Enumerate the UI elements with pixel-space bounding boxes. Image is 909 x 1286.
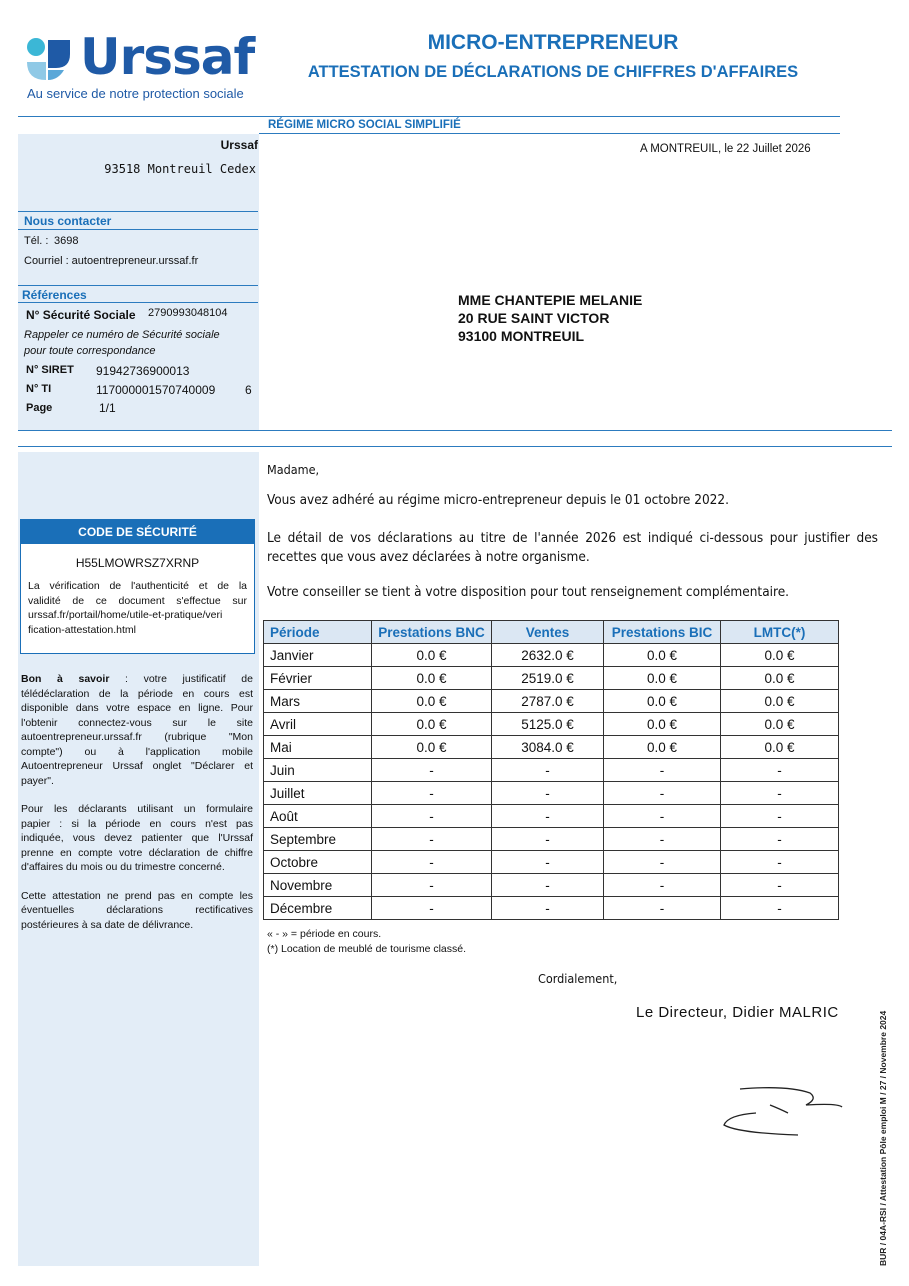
table-note-2: (*) Location de meublé de tourisme classé. <box>267 943 467 955</box>
bon-a-savoir-p3-l1: Cette attestation ne prend pas en compte les <box>21 889 253 902</box>
table-cell-value: - <box>604 851 721 874</box>
table-cell-value: - <box>372 805 492 828</box>
salutation: Madame, <box>267 462 320 477</box>
table-cell-period: Avril <box>264 713 372 736</box>
contact-heading: Nous contacter <box>24 214 112 228</box>
closing: Cordialement, <box>538 971 618 986</box>
security-text-line-1: La vérification de l'authenticité et de la <box>28 580 247 592</box>
security-code-heading: CODE DE SÉCURITÉ <box>21 520 254 544</box>
recipient-line-3: 93100 MONTREUIL <box>458 328 585 344</box>
table-cell-value: 0.0 € <box>372 644 492 667</box>
regime-label: RÉGIME MICRO SOCIAL SIMPLIFIÉ <box>268 119 461 131</box>
logo-tagline: Au service de notre protection sociale <box>27 86 244 101</box>
sender-name: Urssaf <box>220 138 258 152</box>
siret-value: 91942736900013 <box>96 364 190 378</box>
table-row <box>264 828 839 851</box>
bon-a-savoir-l1: : votre justificatif de <box>109 673 253 685</box>
bon-a-savoir-l7: Autoentrepreneur Urssaf onglet "Déclarer et <box>21 760 253 772</box>
table-cell-value: 0.0 € <box>604 736 721 759</box>
table-cell-value: - <box>721 897 839 920</box>
bon-a-savoir <box>21 672 253 932</box>
table-cell-period: Novembre <box>264 874 372 897</box>
table-cell-value: - <box>372 782 492 805</box>
table-cell-value: - <box>721 874 839 897</box>
col-prestations-bic: Prestations BIC <box>604 621 721 644</box>
section-divider-1 <box>18 430 892 431</box>
ssn-label: N° Sécurité Sociale <box>26 308 136 322</box>
table-cell-value: 0.0 € <box>721 644 839 667</box>
security-text-line-2: validité de ce document s'effectue sur <box>28 594 247 607</box>
table-row <box>264 759 839 782</box>
table-cell-period: Juin <box>264 759 372 782</box>
security-code-box <box>20 519 255 654</box>
contact-email: Courriel : autoentrepreneur.urssaf.fr <box>24 255 199 267</box>
bon-a-savoir-p3-l2: éventuelles déclarations rectificatives <box>21 904 253 916</box>
table-cell-value: - <box>372 851 492 874</box>
table-cell-value: - <box>372 759 492 782</box>
table-cell-period: Décembre <box>264 897 372 920</box>
tel-label: Tél. : <box>24 235 49 247</box>
security-code-value: H55LMOWRSZ7XRNP <box>75 556 200 570</box>
security-text-line-3: urssaf.fr/portail/home/utile-et-pratique/veri <box>28 609 223 621</box>
table-row <box>264 851 839 874</box>
table-cell-value: - <box>721 805 839 828</box>
table-cell-value: 2787.0 € <box>492 690 604 713</box>
table-cell-value: 0.0 € <box>604 667 721 690</box>
table-cell-value: 0.0 € <box>721 713 839 736</box>
table-cell-period: Juillet <box>264 782 372 805</box>
table-row <box>264 713 839 736</box>
table-cell-value: 2519.0 € <box>492 667 604 690</box>
table-row <box>264 897 839 920</box>
table-cell-value: - <box>604 759 721 782</box>
bon-a-savoir-l2: télédéclaration de la période en cours est <box>21 687 253 700</box>
bon-a-savoir-lead: Bon à savoir <box>21 673 110 685</box>
table-cell-value: 0.0 € <box>721 736 839 759</box>
table-note-1: « - » = période en cours. <box>267 928 382 940</box>
sender-address: 93518 Montreuil Cedex <box>104 162 256 176</box>
table-cell-value: - <box>492 874 604 897</box>
table-cell-period: Août <box>264 805 372 828</box>
table-cell-value: 5125.0 € <box>492 713 604 736</box>
table-row <box>264 644 839 667</box>
table-cell-period: Octobre <box>264 851 372 874</box>
table-cell-value: - <box>492 782 604 805</box>
side-reference: BUR / 04A-RSI / Attestation Pôle emploi M / 27 / Novembre 2024 <box>878 1010 888 1266</box>
declarations-table <box>263 620 839 920</box>
recipient-address <box>458 291 642 345</box>
letter-paragraph-2-line-1: Le détail de vos déclarations au titre de l'année 2026 est indiqué ci-dessous pour justifier des <box>267 530 878 546</box>
bon-a-savoir-l8: payer". <box>21 774 54 787</box>
col-lmtc: LMTC(*) <box>721 621 839 644</box>
security-text-line-4: fication-attestation.html <box>28 623 136 636</box>
table-cell-value: - <box>604 828 721 851</box>
recipient-line-2: 20 RUE SAINT VICTOR <box>458 310 610 326</box>
table-cell-period: Mars <box>264 690 372 713</box>
table-cell-period: Septembre <box>264 828 372 851</box>
top-divider <box>18 116 840 117</box>
table-cell-value: 0.0 € <box>372 736 492 759</box>
contact-divider-bottom <box>18 229 258 230</box>
table-cell-value: - <box>492 759 604 782</box>
table-cell-period: Février <box>264 667 372 690</box>
signatory: Le Directeur, Didier MALRIC <box>636 1004 839 1021</box>
table-row <box>264 782 839 805</box>
table-cell-value: - <box>721 828 839 851</box>
ti-value: 117000001570740009 <box>96 383 216 397</box>
siret-label: N° SIRET <box>26 364 74 376</box>
ssn-value: 2790993048104 <box>148 307 228 319</box>
ti-label: N° TI <box>26 383 52 395</box>
bon-a-savoir-p2-l5: d'affaires du mois ou du trimestre concerné. <box>21 861 225 873</box>
table-row <box>264 667 839 690</box>
table-cell-value: - <box>604 874 721 897</box>
table-cell-period: Janvier <box>264 644 372 667</box>
bon-a-savoir-l6: compte") ou à l'application mobile <box>21 745 253 758</box>
table-cell-value: 0.0 € <box>604 713 721 736</box>
table-cell-value: - <box>721 851 839 874</box>
table-row <box>264 805 839 828</box>
table-row <box>264 736 839 759</box>
col-ventes: Ventes <box>492 621 604 644</box>
bon-a-savoir-p3-l3: postérieures à sa date de délivrance. <box>21 918 194 931</box>
urssaf-logo <box>24 28 255 101</box>
table-cell-value: 0.0 € <box>721 667 839 690</box>
table-cell-value: - <box>492 897 604 920</box>
bon-a-savoir-line-1 <box>21 672 253 687</box>
regime-divider <box>259 133 840 134</box>
bon-a-savoir-p2-l1: Pour les déclarants utilisant un formulaire <box>21 803 253 815</box>
document-subtitle: ATTESTATION DE DÉCLARATIONS DE CHIFFRES D'AFFAIRES <box>307 63 799 81</box>
table-cell-period: Mai <box>264 736 372 759</box>
table-row <box>264 690 839 713</box>
table-cell-value: 0.0 € <box>604 690 721 713</box>
place-date: A MONTREUIL, le 22 Juillet 2026 <box>640 143 811 155</box>
table-cell-value: 0.0 € <box>721 690 839 713</box>
references-divider-bottom <box>18 302 258 303</box>
page-label: Page <box>26 402 53 414</box>
table-cell-value: 2632.0 € <box>492 644 604 667</box>
col-prestations-bnc: Prestations BNC <box>372 621 492 644</box>
table-cell-value: - <box>721 759 839 782</box>
ti-suffix: 6 <box>245 383 252 397</box>
table-cell-value: - <box>372 874 492 897</box>
table-cell-value: 0.0 € <box>372 667 492 690</box>
bon-a-savoir-l3: disponible dans votre espace en ligne. Pour <box>21 702 253 714</box>
page-value: 1/1 <box>99 401 116 415</box>
ssn-note-1: Rappeler ce numéro de Sécurité sociale <box>24 329 220 341</box>
table-cell-value: - <box>492 828 604 851</box>
table-cell-value: - <box>604 897 721 920</box>
references-heading: Références <box>22 288 87 302</box>
table-row <box>264 874 839 897</box>
bon-a-savoir-p2-l2: papier : si la période en cours n'est pas <box>21 817 253 830</box>
table-cell-value: - <box>372 828 492 851</box>
tel-value: 3698 <box>54 235 79 247</box>
table-cell-value: 3084.0 € <box>492 736 604 759</box>
letter-paragraph-2 <box>267 529 878 567</box>
recipient-line-1: MME CHANTEPIE MELANIE <box>458 292 643 308</box>
table-cell-value: 0.0 € <box>372 713 492 736</box>
letter-paragraph-3: Votre conseiller se tient à votre disposition pour tout renseignement complémentaire. <box>267 584 790 600</box>
table-header-row <box>264 621 839 644</box>
bon-a-savoir-p2-l4: prenne en compte votre déclaration de chiffre <box>21 846 253 859</box>
handwritten-signature <box>718 1083 848 1143</box>
references-divider-top <box>18 285 258 286</box>
table-cell-value: - <box>492 851 604 874</box>
document-title: MICRO-ENTREPRENEUR <box>427 31 679 54</box>
security-code-text <box>21 579 254 637</box>
table-cell-value: - <box>372 897 492 920</box>
letter-paragraph-2-line-2: recettes que vous avez déclarées à notre organisme. <box>267 549 590 565</box>
table-cell-value: 0.0 € <box>604 644 721 667</box>
ssn-note-2: pour toute correspondance <box>24 345 156 357</box>
table-cell-value: - <box>604 805 721 828</box>
bon-a-savoir-p2-l3: indiquée, vous devez patienter que l'Urssaf <box>21 832 253 844</box>
bon-a-savoir-l5: autoentrepreneur.urssaf.fr (rubrique "Mon <box>21 731 253 743</box>
section-divider-2 <box>18 446 892 447</box>
bon-a-savoir-l4: l'obtenir connectez-vous sur le site <box>21 716 253 729</box>
table-cell-value: 0.0 € <box>372 690 492 713</box>
logo-wordmark: Urssaf <box>80 28 255 86</box>
contact-divider-top <box>18 211 258 212</box>
table-cell-value: - <box>492 805 604 828</box>
table-cell-value: - <box>604 782 721 805</box>
table-cell-value: - <box>721 782 839 805</box>
letter-paragraph-1: Vous avez adhéré au régime micro-entrepreneur depuis le 01 octobre 2022. <box>267 492 729 508</box>
col-periode: Période <box>264 621 372 644</box>
urssaf-logo-icon <box>24 36 74 82</box>
